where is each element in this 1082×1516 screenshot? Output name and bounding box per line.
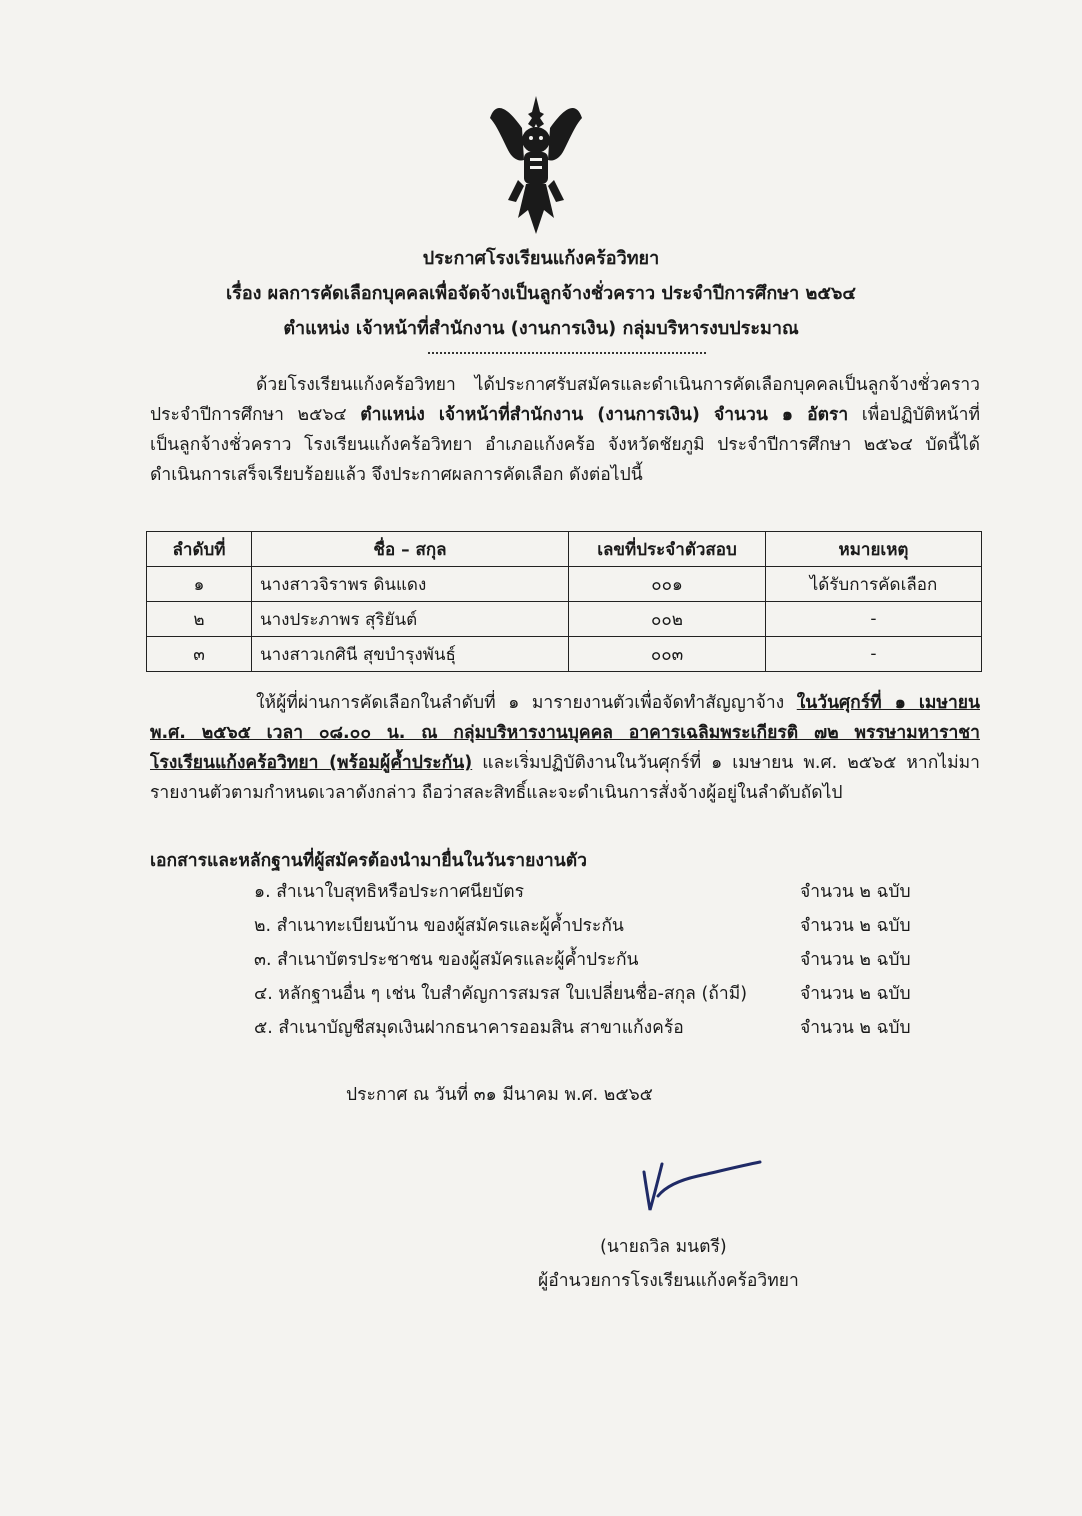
garuda-emblem-icon <box>488 88 584 236</box>
intro-line-2-c: เพื่อปฏิบัติหน้าที่ <box>848 405 980 425</box>
row-exam-id: ๐๐๓ <box>569 637 766 672</box>
intro-line-2-a: ประจำปีการศึกษา ๒๕๖๔ <box>150 405 361 425</box>
header-note: หมายเหตุ <box>766 532 982 567</box>
document-copies: จำนวน ๒ ฉบับ <box>800 916 911 936</box>
report-line-4: รายงานตัวตามกำหนดเวลาดังกล่าว ถือว่าสละสิทธิ์และจะดำเนินการสั่งจ้างผู้อยู่ในลำดับถัดไป <box>150 783 843 803</box>
report-line-3-b: และเริ่มปฏิบัติงานในวันศุกร์ที่ ๑ เมษายน พ.ศ. ๒๕๖๕ หากไม่มา <box>472 753 980 773</box>
announcement-subject: เรื่อง ผลการคัดเลือกบุคคลเพื่อจัดจ้างเป็นลูกจ้างชั่วคราว ประจำปีการศึกษา ๒๕๖๔ <box>226 283 856 304</box>
handwritten-signature <box>636 1156 766 1216</box>
row-name: นางสาวจิราพร ดินแดง <box>252 567 569 602</box>
report-line-1-a: ให้ผู้ที่ผ่านการคัดเลือกในลำดับที่ ๑ มารายงานตัวเพื่อจัดทำสัญญาจ้าง <box>256 693 797 713</box>
document-item: ๒. สำเนาทะเบียนบ้าน ของผู้สมัครและผู้ค้ำประกัน <box>254 916 624 936</box>
table-header-row <box>147 532 982 567</box>
row-note: - <box>766 637 982 672</box>
table-row <box>147 602 982 637</box>
documents-title: เอกสารและหลักฐานที่ผู้สมัครต้องนำมายื่นในวันรายงานตัว <box>150 851 587 871</box>
header-name: ชื่อ – สกุล <box>252 532 569 567</box>
table-row <box>147 567 982 602</box>
intro-paragraph <box>150 370 980 490</box>
row-order: ๓ <box>147 637 252 672</box>
table-row <box>147 637 982 672</box>
results-table <box>146 531 982 672</box>
row-exam-id: ๐๐๑ <box>569 567 766 602</box>
document-copies: จำนวน ๒ ฉบับ <box>800 984 911 1004</box>
header-order: ลำดับที่ <box>147 532 252 567</box>
row-exam-id: ๐๐๒ <box>569 602 766 637</box>
document-copies: จำนวน ๒ ฉบับ <box>800 1018 911 1038</box>
report-line-3 <box>150 748 980 778</box>
announcement-position: ตำแหน่ง เจ้าหน้าที่สำนักงาน (งานการเงิน) กลุ่มบริหารงบประมาณ <box>283 318 799 339</box>
intro-line-1: ด้วยโรงเรียนแก้งคร้อวิทยา ได้ประกาศรับสมัครและดำเนินการคัดเลือกบุคคลเป็นลูกจ้างชั่วคราว <box>256 375 980 395</box>
signer-name: (นายถวิล มนตรี) <box>600 1237 727 1257</box>
document-copies: จำนวน ๒ ฉบับ <box>800 950 911 970</box>
announcement-title: ประกาศโรงเรียนแก้งคร้อวิทยา <box>422 248 660 269</box>
report-line-2: พ.ศ. ๒๕๖๕ เวลา ๐๘.๐๐ น. ณ กลุ่มบริหารงานบุคคล อาคารเฉลิมพระเกียรติ ๗๒ พรรษามหาราชา <box>150 723 980 743</box>
announcement-date: ประกาศ ณ วันที่ ๓๑ มีนาคม พ.ศ. ๒๕๖๕ <box>346 1085 653 1105</box>
row-note: - <box>766 602 982 637</box>
document-item: ๓. สำเนาบัตรประชาชน ของผู้สมัครและผู้ค้ำประกัน <box>254 950 639 970</box>
document-item: ๕. สำเนาบัญชีสมุดเงินฝากธนาคารออมสิน สาขาแก้งคร้อ <box>254 1018 684 1038</box>
intro-line-2-bold: ตำแหน่ง เจ้าหน้าที่สำนักงาน (งานการเงิน) จำนวน ๑ อัตรา <box>360 405 849 425</box>
report-paragraph <box>150 688 980 808</box>
intro-line-4: ดำเนินการเสร็จเรียบร้อยแล้ว จึงประกาศผลการคัดเลือก ดังต่อไปนี้ <box>150 465 643 485</box>
row-order: ๒ <box>147 602 252 637</box>
row-note: ได้รับการคัดเลือก <box>766 567 982 602</box>
row-order: ๑ <box>147 567 252 602</box>
document-copies: จำนวน ๒ ฉบับ <box>800 882 911 902</box>
document-item: ๑. สำเนาใบสุทธิหรือประกาศนียบัตร <box>254 882 525 902</box>
report-line-1 <box>150 688 980 718</box>
intro-line-2 <box>150 400 980 430</box>
report-line-1-underlined: ในวันศุกร์ที่ ๑ เมษายน <box>796 693 980 713</box>
row-name: นางสาวเกศินี สุขบำรุงพันธุ์ <box>252 637 569 672</box>
intro-line-3: เป็นลูกจ้างชั่วคราว โรงเรียนแก้งคร้อวิทยา อำเภอแก้งคร้อ จังหวัดชัยภูมิ ประจำปีการศึกษา ๒๕๖๔ บัดนี้ได้ <box>150 435 980 455</box>
header-exam-id: เลขที่ประจำตัวสอบ <box>569 532 766 567</box>
document-item: ๔. หลักฐานอื่น ๆ เช่น ใบสำคัญการสมรส ใบเปลี่ยนชื่อ-สกุล (ถ้ามี) <box>254 984 748 1004</box>
signer-title: ผู้อำนวยการโรงเรียนแก้งคร้อวิทยา <box>538 1271 799 1291</box>
row-name: นางประภาพร สุริยันต์ <box>252 602 569 637</box>
separator-line <box>428 352 706 354</box>
report-line-3-underlined: โรงเรียนแก้งคร้อวิทยา (พร้อมผู้ค้ำประกัน) <box>150 753 473 773</box>
